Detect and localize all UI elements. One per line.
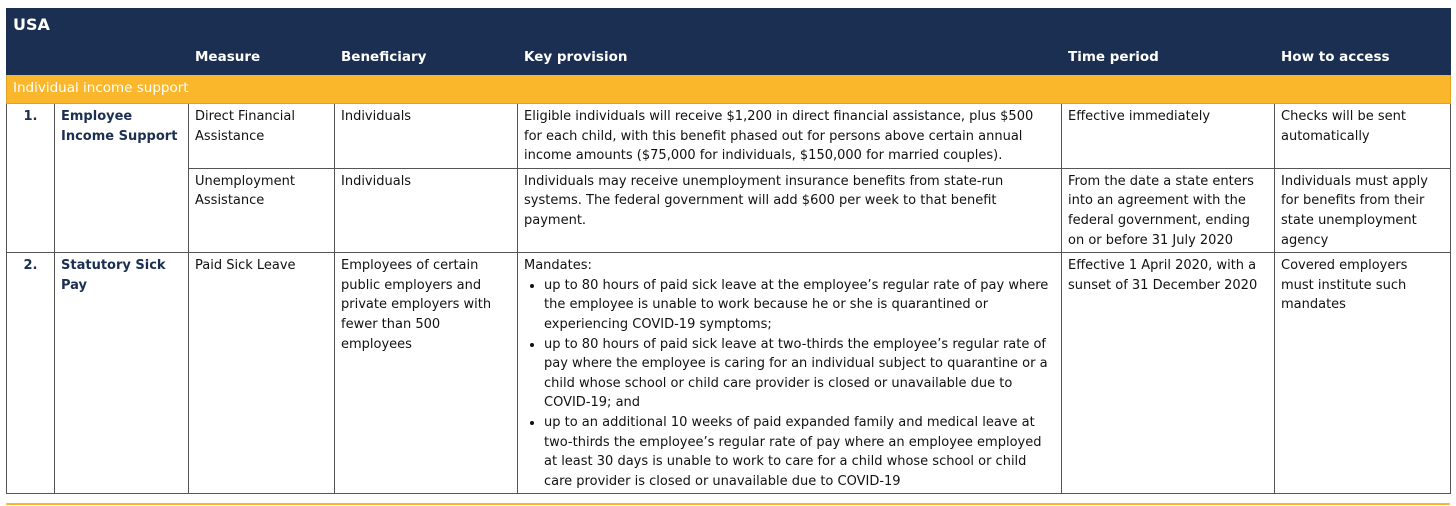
how-to-access-cell: Covered employers must institute such mandates bbox=[1275, 253, 1451, 494]
bottom-divider bbox=[6, 503, 1450, 505]
row-number: 2. bbox=[7, 253, 55, 494]
beneficiary-cell: Employees of certain public employers and private employers with fewer than 500 employees bbox=[335, 253, 518, 494]
measure-cell: Direct Financial Assistance bbox=[189, 104, 335, 169]
measure-cell: Paid Sick Leave bbox=[189, 253, 335, 494]
header-how-to-access: How to access bbox=[1275, 42, 1451, 75]
beneficiary-cell: Individuals bbox=[335, 104, 518, 169]
provision-intro: Mandates: bbox=[524, 258, 592, 274]
title-row bbox=[7, 9, 1451, 42]
header-key-provision: Key provision bbox=[518, 42, 1062, 75]
provision-list bbox=[524, 276, 1055, 492]
provision-bullet: • up to an additional 10 weeks of paid expanded family and medical leave at two-thirds the employee’s regular rate of pay where an employee employed at least 30 days is unable to work to care for a child whose school or child care provider is closed or unavailable due to COVID-19 bbox=[544, 413, 1055, 491]
header-beneficiary: Beneficiary bbox=[335, 42, 518, 75]
provision-cell bbox=[518, 253, 1062, 494]
provision-cell: Individuals may receive unemployment insurance benefits from state-run systems. The federal government will add $600 per week to that benefit payment. bbox=[518, 168, 1062, 252]
time-period-cell: Effective immediately bbox=[1062, 104, 1275, 169]
header-measure: Measure bbox=[189, 42, 335, 75]
row-topic: Employee Income Support bbox=[55, 104, 189, 253]
provision-bullet: • up to 80 hours of paid sick leave at the employee’s regular rate of pay where the employee is unable to work because he or she is quarantined or experiencing COVID-19 symptoms; bbox=[544, 276, 1055, 335]
provision-cell: Eligible individuals will receive $1,200 in direct financial assistance, plus $500 for each child, with this benefit phased out for persons above certain annual income amounts ($75,000 for individuals, $150,000 for married couples). bbox=[518, 104, 1062, 169]
how-to-access-cell: Checks will be sent automatically bbox=[1275, 104, 1451, 169]
table-row bbox=[7, 253, 1451, 494]
row-number: 1. bbox=[7, 104, 55, 253]
table-row bbox=[7, 168, 1451, 252]
provision-bullet: • up to 80 hours of paid sick leave at two-thirds the employee’s regular rate of pay where the employee is caring for an individual subject to quarantine or a child whose school or child care provider is closed or unavailable due to COVID-19; and bbox=[544, 335, 1055, 413]
measures-table bbox=[6, 8, 1451, 494]
time-period-cell: Effective 1 April 2020, with a sunset of 31 December 2020 bbox=[1062, 253, 1275, 494]
row-topic: Statutory Sick Pay bbox=[55, 253, 189, 494]
how-to-access-cell: Individuals must apply for benefits from their state unemployment agency bbox=[1275, 168, 1451, 252]
table-row bbox=[7, 104, 1451, 169]
column-header-row bbox=[7, 42, 1451, 75]
time-period-cell: From the date a state enters into an agreement with the federal government, ending on or before 31 July 2020 bbox=[1062, 168, 1275, 252]
measure-cell: Unemployment Assistance bbox=[189, 168, 335, 252]
section-row bbox=[7, 75, 1451, 104]
country-title: USA bbox=[7, 9, 1451, 42]
beneficiary-cell: Individuals bbox=[335, 168, 518, 252]
header-blank bbox=[7, 42, 189, 75]
section-title: Individual income support bbox=[7, 75, 1451, 104]
header-time-period: Time period bbox=[1062, 42, 1275, 75]
